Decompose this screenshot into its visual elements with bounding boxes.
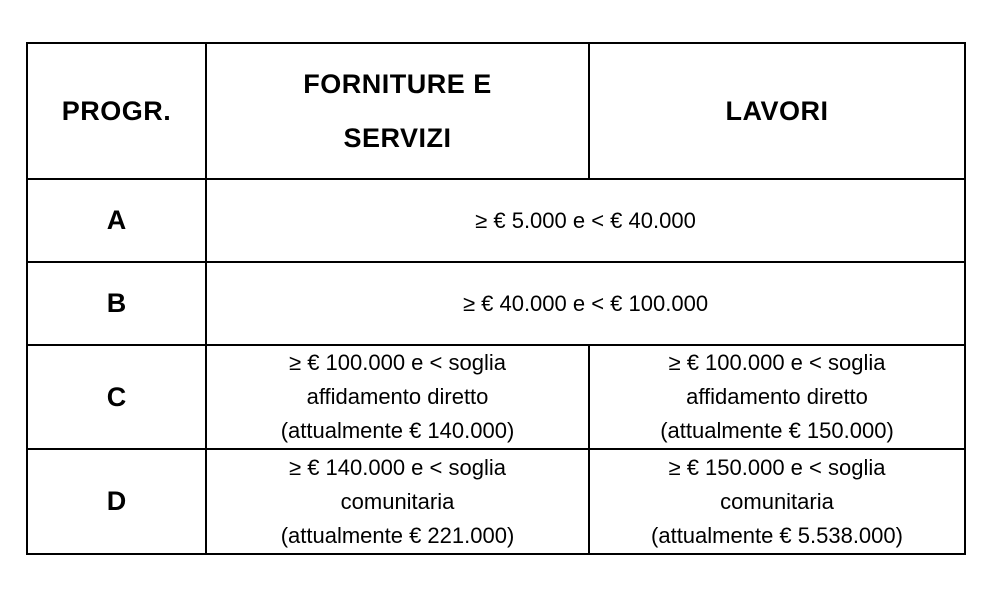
d-lavori-line-3: (attualmente € 5.538.000): [651, 522, 903, 548]
value-cell-a-merged: [206, 179, 965, 262]
value-text-b: ≥ € 40.000 e < € 100.000: [462, 291, 709, 316]
header-progr-label: PROGR.: [61, 96, 172, 126]
value-cell-c-lavori: [589, 345, 965, 449]
header-lavori-label: LAVORI: [725, 96, 829, 126]
header-cell-forniture-servizi: [206, 43, 589, 179]
header-forniture-line1: FORNITURE E: [303, 69, 492, 99]
value-cell-d-forniture: [206, 449, 589, 554]
c-lavori-line-2: affidamento diretto: [686, 384, 868, 409]
table-row-b: [27, 262, 965, 345]
progr-cell-b: [27, 262, 206, 345]
c-forniture-line-3: (attualmente € 140.000): [280, 418, 515, 443]
c-lavori-line-3: (attualmente € 150.000): [660, 418, 894, 443]
table-row-a: [27, 179, 965, 262]
table-row-c: [27, 345, 965, 449]
table-row-d: [27, 449, 965, 554]
progr-letter-c: C: [106, 381, 127, 412]
d-lavori-line-2: comunitaria: [720, 488, 834, 514]
d-lavori-line-1: ≥ € 150.000 e < soglia: [668, 454, 886, 480]
thresholds-table: [26, 42, 966, 555]
value-cell-b-merged: [206, 262, 965, 345]
c-forniture-line-1: ≥ € 100.000 e < soglia: [289, 350, 506, 375]
d-forniture-line-2: comunitaria: [340, 488, 455, 514]
progr-letter-a: A: [106, 205, 127, 235]
value-cell-c-forniture: [206, 345, 589, 449]
value-text-a: ≥ € 5.000 e < € 40.000: [475, 208, 696, 233]
progr-cell-d: [27, 449, 206, 554]
table-header-row: [27, 43, 965, 179]
progr-cell-a: [27, 179, 206, 262]
value-cell-d-lavori: [589, 449, 965, 554]
header-cell-lavori: [589, 43, 965, 179]
d-forniture-line-3: (attualmente € 221.000): [280, 522, 515, 548]
progr-cell-c: [27, 345, 206, 449]
c-lavori-line-1: ≥ € 100.000 e < soglia: [668, 350, 886, 375]
d-forniture-line-1: ≥ € 140.000 e < soglia: [289, 454, 506, 480]
header-forniture-line2: SERVIZI: [343, 123, 452, 153]
progr-letter-d: D: [106, 486, 127, 516]
progr-letter-b: B: [106, 288, 127, 318]
c-forniture-line-2: affidamento diretto: [306, 384, 489, 409]
header-cell-progr: [27, 43, 206, 179]
